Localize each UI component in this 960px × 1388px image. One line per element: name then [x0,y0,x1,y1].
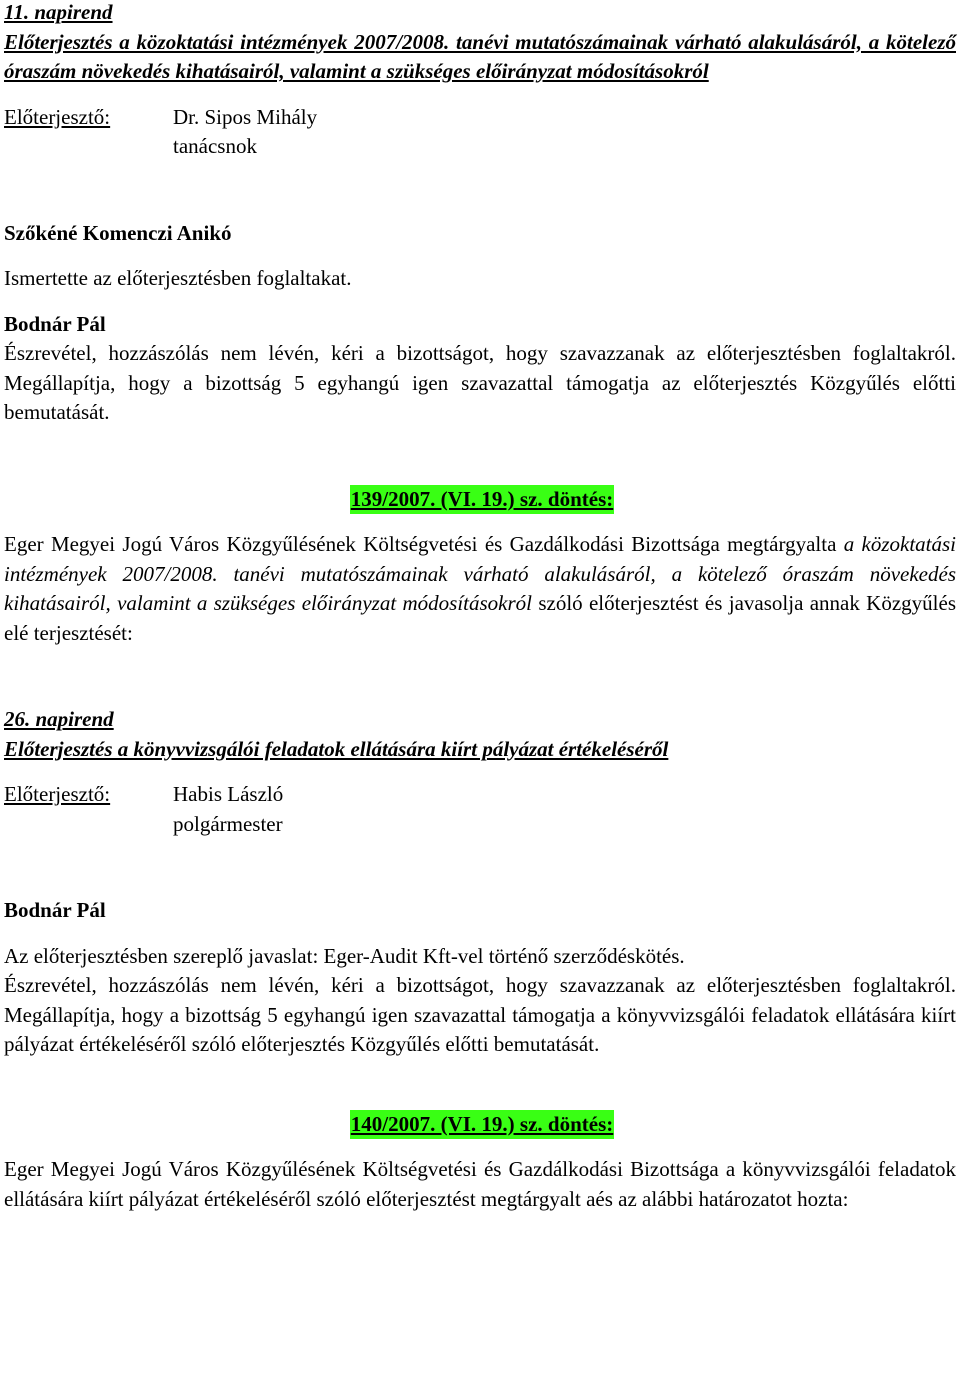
decision-text-part: szóló előterjesztést és javasolja annak Közgyűlés elé terjesztését: [4,591,956,645]
presenter-block-26 [4,780,956,839]
presenter-role: polgármester [173,811,283,836]
agenda-title-11: Előterjesztés a közoktatási intézmények 2007/2008. tanévi mutatószámainak várható alakulásáról, a kötelező óraszám növekedés kihatásairól, valamint a szükséges előirányzat módosításokról [4,29,956,83]
decision-text-140: Eger Megyei Jogú Város Közgyűlésének Költségvetési és Gazdálkodási Bizottsága a könyvvizsgálói feladatok ellátására kiírt pályázat értékeléséről szóló előterjesztést megtárgyalt aés az alábbi határozatot hozta: [4,1157,956,1211]
decision-text-italic: a közoktatási intézmények 2007/2008. tanévi mutatószámainak várható alakulásáról, a kötelező óraszám növekedés kihatásairól, valamint a szükséges előirányzat módosításokról [4,532,956,615]
speaker-name: Bodnár Pál [4,898,106,922]
decision-label-wrap [4,1110,956,1140]
agenda-heading-26: 26. napirend [4,707,114,731]
speaker-text-rest: Észrevétel, hozzászólás nem lévén, kéri a bizottságot, hogy szavazzanak az előterjesztésben foglaltakról. Megállapítja, hogy a bizottság 5 egyhangú igen szavazattal támogatja a könyvvizsgálói feladatok ellátására kiírt pályázat értékeléséről szóló előterjesztés Közgyűlés előtti bemutatását. [4,973,956,1056]
decision-label-139: 139/2007. (VI. 19.) sz. döntés: [350,485,615,515]
speaker-name: Bodnár Pál [4,311,106,336]
presenter-name: Habis László [173,782,284,806]
decision-text-139 [4,530,956,648]
decision-text-part: Eger Megyei Jogú Város Közgyűlésének Költségvetési és Gazdálkodási Bizottsága megtárgyalta [4,532,844,556]
speaker-text: Ismertette az előterjesztésben foglaltakat. [4,266,352,290]
decision-label-wrap [4,485,956,515]
presenter-label: Előterjesztő: [4,782,111,806]
agenda-title-26: Előterjesztés a könyvvizsgálói feladatok ellátására kiírt pályázat értékeléséről [4,736,669,761]
decision-label-140: 140/2007. (VI. 19.) sz. döntés: [350,1110,615,1140]
speaker-text: Észrevétel, hozzászólás nem lévén, kéri a bizottságot, hogy szavazzanak az előterjesztésben foglaltakról. Megállapítja, hogy a bizottság 5 egyhangú igen szavazattal támogatja az előterjesztés Közgyűlés előtti bemutatását. [4,341,956,424]
presenter-label: Előterjesztő: [4,104,111,129]
presenter-role: tanácsnok [173,134,257,158]
speaker-text-line1: Az előterjesztésben szereplő javaslat: Eger-Audit Kft-vel történő szerződéskötés. [4,943,685,968]
presenter-block-11 [4,103,956,162]
document-page [4,0,956,1214]
presenter-name: Dr. Sipos Mihály [173,104,318,129]
speaker-name: Szőkéné Komenczi Anikó [4,220,232,245]
agenda-heading-11: 11. napirend [4,0,113,24]
